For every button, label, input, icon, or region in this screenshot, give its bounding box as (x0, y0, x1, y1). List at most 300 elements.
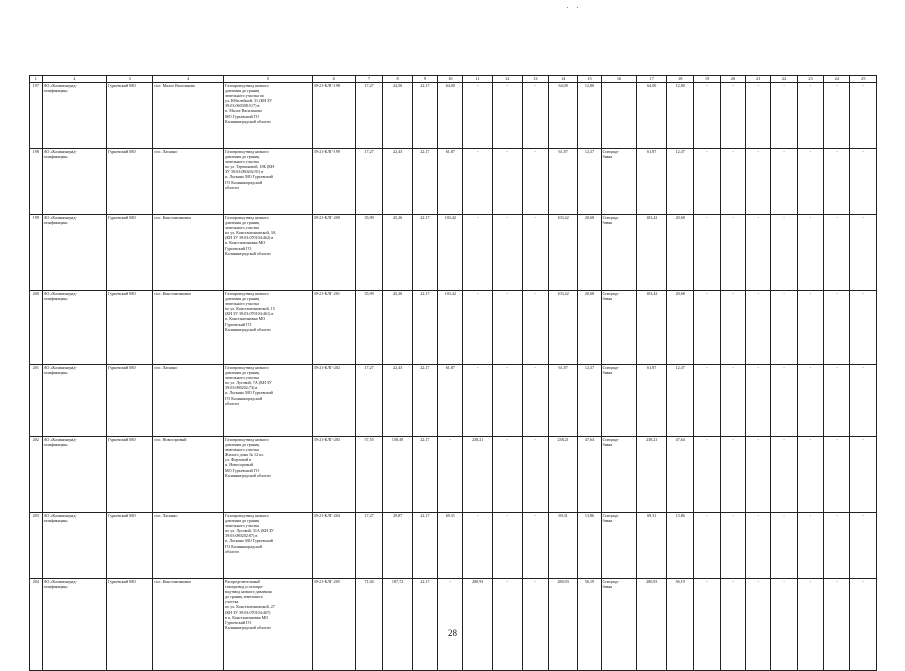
table-cell: 64,00 (438, 83, 463, 149)
table-cell: - (694, 365, 720, 437)
table-cell (601, 215, 637, 291)
cell-line: земельного участка (225, 375, 259, 381)
table-cell: 103,42 (548, 291, 578, 365)
table-cell: 12,37 (667, 365, 694, 437)
cell-line: по ул. Константиновской, 27 (225, 604, 275, 610)
cell-line: бавка (602, 296, 613, 302)
cell-line: бавка (602, 154, 613, 160)
table-cell: - (463, 291, 493, 365)
table-cell: - (824, 579, 850, 671)
table-cell (42, 437, 106, 513)
cell-line: бавка (602, 442, 613, 448)
cell-line: п. Константиновка МО (225, 240, 266, 246)
cell-line: п. Ласкино МО Гурьевский (225, 390, 273, 396)
table-cell: - (797, 291, 823, 365)
cell-line: Газопровод-ввод низкого (225, 83, 269, 88)
cell-line: давления до границ (225, 220, 260, 226)
column-number-cell: 8 (383, 76, 413, 83)
table-cell: - (746, 365, 771, 437)
cell-line: земельного участка (225, 447, 259, 453)
table-cell: Гурьевский МО (106, 215, 152, 291)
table-cell: - (492, 83, 522, 149)
table-cell: - (771, 215, 797, 291)
column-number-cell: 6 (312, 76, 355, 83)
table-cell: 22,17 (412, 437, 437, 513)
cell-line: АО «Калининград- (43, 215, 77, 220)
table-cell: 238,21 (548, 437, 578, 513)
table-cell: 39-21-КЛГ-203 (312, 437, 355, 513)
cell-line: газификация» (43, 370, 68, 376)
table-cell: 39-21-КЛГ-201 (312, 291, 355, 365)
table-cell: - (694, 149, 720, 215)
column-number-cell: 13 (522, 76, 548, 83)
cell-line: Газопровод-ввод низкого (225, 437, 269, 442)
table-cell: 187,72 (383, 579, 413, 671)
table-cell: 280,93 (548, 579, 578, 671)
table-cell: - (746, 149, 771, 215)
cell-line: Специад- (602, 579, 619, 584)
table-cell (224, 291, 313, 365)
cell-line: Специад- (602, 215, 619, 220)
table-cell: - (694, 291, 720, 365)
table-cell (601, 83, 637, 149)
table-cell: - (694, 83, 720, 149)
cell-line: Калининградской области (225, 624, 271, 630)
table-cell: - (492, 513, 522, 579)
table-cell: 17,27 (355, 83, 382, 149)
cell-line: области (225, 400, 239, 406)
table-cell: - (824, 437, 850, 513)
table-cell (42, 215, 106, 291)
table-cell (224, 149, 313, 215)
table-row (30, 437, 877, 513)
cell-line: Жилого дома № 12 по (225, 452, 264, 458)
table-cell: пос. Константиновка (153, 291, 224, 365)
cell-line: области (225, 548, 239, 554)
table-cell: 39-21-КЛГ-205 (312, 579, 355, 671)
table-cell: - (824, 365, 850, 437)
table-cell: 29,87 (383, 513, 413, 579)
table-cell: 69,31 (548, 513, 578, 579)
table-cell (601, 513, 637, 579)
table-cell: 12,37 (578, 149, 601, 215)
table-cell: 103,42 (438, 215, 463, 291)
cell-line: (КН ЗУ 39:03:070104:461) в (225, 311, 274, 317)
table-cell: - (492, 437, 522, 513)
table-cell: 12,80 (578, 83, 601, 149)
table-cell: - (850, 437, 877, 513)
table-cell: - (746, 513, 771, 579)
cell-line: вод-ввод низкого давления (225, 589, 272, 595)
table-cell: - (463, 149, 493, 215)
table-cell: - (492, 365, 522, 437)
table-cell: 61,87 (637, 365, 667, 437)
cell-line: газификация» (43, 88, 68, 94)
table-cell: - (438, 437, 463, 513)
cell-line: Гурьевский ГО (225, 245, 252, 251)
cell-line: АО «Калининград- (43, 291, 77, 296)
cell-line: Газопровод-ввод низкого (225, 215, 269, 220)
table-cell: - (522, 365, 548, 437)
table-cell: 39-21-КЛГ-204 (312, 513, 355, 579)
column-number-cell: 1 (30, 76, 43, 83)
table-cell: Гурьевский МО (106, 579, 152, 671)
cell-line: Газопровод-ввод низкого (225, 291, 269, 296)
cell-line: ЗУ 39:03:080202:91) в (225, 169, 264, 175)
table-cell (601, 291, 637, 365)
table-cell: - (720, 579, 745, 671)
cell-line: АО «Калининград- (43, 579, 77, 584)
table-cell: 203 (30, 513, 43, 579)
cell-line: земельного участка (225, 523, 259, 529)
column-number-cell: 17 (637, 76, 667, 83)
table-cell: 39-21-КЛГ-200 (312, 215, 355, 291)
table-cell: 22,17 (412, 83, 437, 149)
column-number-cell: 19 (694, 76, 720, 83)
table-cell (224, 365, 313, 437)
table-cell: - (797, 83, 823, 149)
table-cell: - (492, 291, 522, 365)
cell-line: газификация» (43, 154, 68, 160)
table-cell (601, 579, 637, 671)
table-cell: 17,27 (355, 513, 382, 579)
table-cell: 47,64 (667, 437, 694, 513)
cell-line: газификация» (43, 220, 68, 226)
table-cell: - (522, 291, 548, 365)
table-cell: - (850, 149, 877, 215)
cell-line: АО «Калининград- (43, 437, 77, 442)
table-cell (601, 437, 637, 513)
table-cell: - (797, 579, 823, 671)
table-cell: - (771, 579, 797, 671)
table-cell (42, 513, 106, 579)
column-number-cell: 14 (548, 76, 578, 83)
cell-line: п. Ласкино МО Гурьевский (225, 538, 273, 544)
column-number-cell: 21 (746, 76, 771, 83)
table-cell: пос. Новосоровый (153, 437, 224, 513)
table-cell: - (850, 83, 877, 149)
table-cell: 57,55 (355, 437, 382, 513)
table-cell: - (492, 149, 522, 215)
table-cell: 64,00 (637, 83, 667, 149)
table-cell: пос. Ласкино (153, 149, 224, 215)
column-number-cell: 23 (797, 76, 823, 83)
column-number-cell: 4 (153, 76, 224, 83)
table-cell: - (824, 215, 850, 291)
cell-line: земельного участка (225, 301, 259, 307)
cell-line: ГО Калининградской (225, 179, 263, 185)
table-cell: 201 (30, 365, 43, 437)
table-cell: - (771, 437, 797, 513)
table-cell: 202 (30, 437, 43, 513)
cell-line: давления до границ (225, 370, 260, 376)
table-cell: 47,64 (578, 437, 601, 513)
cell-line: Специад- (602, 149, 619, 154)
table-cell: пос. Константиновка (153, 215, 224, 291)
cell-line: Калининградской области (225, 250, 271, 256)
table-cell (42, 579, 106, 671)
table-cell: 238,21 (637, 437, 667, 513)
table-cell: пос. Малое Васильково (153, 83, 224, 149)
table-cell: - (522, 83, 548, 149)
table-cell: 198 (30, 149, 43, 215)
table-cell: - (492, 579, 522, 671)
table-cell: - (720, 215, 745, 291)
table-cell: 199 (30, 215, 43, 291)
cell-line: земельного участка по (225, 93, 265, 99)
cell-line: 39:03:060308:517) в (225, 103, 260, 109)
cell-line: земельного участка (225, 159, 259, 165)
column-number-cell: 9 (412, 76, 437, 83)
table-cell: 45,26 (383, 215, 413, 291)
table-cell: - (771, 83, 797, 149)
table-cell: - (694, 579, 720, 671)
table-cell: Гурьевский МО (106, 365, 152, 437)
table-cell: - (850, 215, 877, 291)
table-cell: 20,68 (667, 291, 694, 365)
cell-line: Газопровод-ввод низкого (225, 365, 269, 370)
column-number-cell: 16 (601, 76, 637, 83)
table-cell: 69,31 (438, 513, 463, 579)
table-cell: 20,68 (667, 215, 694, 291)
table-cell: 22,17 (412, 291, 437, 365)
table-cell: 280,93 (637, 579, 667, 671)
cell-line: Специад- (602, 437, 619, 442)
table-cell: - (694, 215, 720, 291)
cell-line: в п. Константиновка МО (225, 614, 269, 620)
table-cell: - (720, 513, 745, 579)
table-cell: 39-21-КЛГ-198 (312, 83, 355, 149)
table-cell: - (720, 291, 745, 365)
cell-line: (КН ЗУ 39:03:070104:467) (225, 609, 271, 615)
table-cell: 13,86 (667, 513, 694, 579)
column-number-cell: 10 (438, 76, 463, 83)
cell-line: Газопровод-ввод низкого (225, 149, 269, 154)
table-cell: 35,99 (355, 291, 382, 365)
table-cell: Гурьевский МО (106, 513, 152, 579)
table-cell: Гурьевский МО (106, 149, 152, 215)
table-cell: 103,42 (548, 215, 578, 291)
table-cell: 56,19 (667, 579, 694, 671)
cell-line: Гурьевский ГО (225, 321, 252, 327)
table-cell (224, 215, 313, 291)
cell-line: давления до границ (225, 518, 260, 524)
table-cell: - (522, 149, 548, 215)
table-cell: - (522, 437, 548, 513)
cell-line: МО Гурьевский ГО (225, 467, 259, 473)
cell-line: п. Новосоровый (225, 462, 254, 468)
table-cell: 103,42 (438, 291, 463, 365)
cell-line: газификация» (43, 296, 68, 302)
table-cell: 71,04 (355, 579, 382, 671)
table-cell: - (463, 365, 493, 437)
column-number-cell: 22 (771, 76, 797, 83)
cell-line: бавка (602, 220, 613, 226)
table-row (30, 291, 877, 365)
table-cell: 56,19 (578, 579, 601, 671)
cell-line: участка (225, 599, 239, 605)
cell-line: АО «Калининград- (43, 365, 77, 370)
table-cell: 103,42 (637, 291, 667, 365)
table-cell: - (522, 579, 548, 671)
table-cell (224, 579, 313, 671)
table-cell: 12,37 (578, 365, 601, 437)
table-cell: - (463, 215, 493, 291)
table-cell: - (522, 513, 548, 579)
table-cell: Гурьевский МО (106, 291, 152, 365)
table-cell: 22,17 (412, 365, 437, 437)
table-cell: - (463, 513, 493, 579)
table-cell: - (463, 83, 493, 149)
table-cell: - (746, 215, 771, 291)
column-number-cell: 2 (42, 76, 106, 83)
table-cell: 35,99 (355, 215, 382, 291)
table-cell (42, 149, 106, 215)
table-cell: 39-21-КЛГ-199 (312, 149, 355, 215)
table-cell (601, 365, 637, 437)
table-cell: 12,80 (667, 83, 694, 149)
table-cell: 61,87 (438, 365, 463, 437)
page-number: 28 (448, 628, 457, 638)
cell-line: АО «Калининград- (43, 149, 77, 154)
cell-line: МО Гурьевский ГО (225, 113, 259, 119)
table-cell: 17,27 (355, 365, 382, 437)
table-cell: - (850, 579, 877, 671)
table-cell: 61,87 (438, 149, 463, 215)
table-row (30, 365, 877, 437)
table-cell: 13,86 (578, 513, 601, 579)
cell-line: 39:03:080202:73) в (225, 385, 258, 391)
table-cell: - (720, 437, 745, 513)
table-cell: 17,27 (355, 149, 382, 215)
cell-line: бавка (602, 584, 613, 590)
column-number-cell: 18 (667, 76, 694, 83)
cell-line: ГО Калининградской (225, 395, 263, 401)
table-cell (224, 513, 313, 579)
table-row (30, 149, 877, 215)
table-cell (42, 291, 106, 365)
table-cell: - (694, 437, 720, 513)
cell-line: ул. Фортовой в (225, 457, 252, 463)
cell-line: по ул. Луговой, 31А (КН ЗУ (225, 528, 274, 534)
table-cell: 22,17 (412, 215, 437, 291)
cell-line: Гурьевский ГО (225, 619, 252, 625)
table-cell: 61,87 (637, 149, 667, 215)
column-number-cell: 20 (720, 76, 745, 83)
table-cell: 12,37 (667, 149, 694, 215)
column-number-header (30, 76, 877, 83)
table-row (30, 83, 877, 149)
table-cell: 197 (30, 83, 43, 149)
table-cell: - (850, 513, 877, 579)
table-cell: - (797, 437, 823, 513)
cell-line: газификация» (43, 442, 68, 448)
cell-line: по ул. Константиновской, 3А (225, 230, 276, 236)
table-cell: пос. Константиновка (153, 579, 224, 671)
cell-line: 39:03:080202:87) в (225, 533, 258, 539)
table-cell: - (720, 365, 745, 437)
table-cell: 22,17 (412, 579, 437, 671)
table-cell: 22,43 (383, 149, 413, 215)
table-cell: пос. Ласкино (153, 365, 224, 437)
column-number-cell: 3 (106, 76, 152, 83)
table-cell: 69,31 (637, 513, 667, 579)
cell-line: АО «Калининград- (43, 513, 77, 518)
cell-line: газификация» (43, 584, 68, 590)
cell-line: Газопровод-ввод низкого (225, 513, 269, 518)
table-cell: - (746, 579, 771, 671)
cell-line: ГО Калининградской (225, 543, 263, 549)
cell-line: по ул. Константиновской, 15 (225, 306, 275, 312)
table-cell: - (720, 83, 745, 149)
table-cell: - (746, 437, 771, 513)
table-cell: 20,68 (578, 291, 601, 365)
scan-speck (577, 7, 578, 8)
table-cell: 61,87 (548, 365, 578, 437)
scan-speck (567, 7, 568, 8)
cell-line: бавка (602, 518, 613, 524)
cell-line: земельного участка (225, 225, 259, 231)
cell-line: Калининградской области (225, 326, 271, 332)
table-cell: - (492, 215, 522, 291)
table-cell: - (771, 365, 797, 437)
table-cell: 280,93 (463, 579, 493, 671)
cell-line: п. Константиновка МО (225, 316, 266, 322)
table-cell: 22,17 (412, 149, 437, 215)
cell-line: по ул. Терешковой, 18Б (КН (225, 164, 274, 170)
table-cell: 158,49 (383, 437, 413, 513)
cell-line: давления до границ (225, 154, 260, 160)
column-number-cell: 24 (824, 76, 850, 83)
table-cell (42, 83, 106, 149)
table-cell: - (797, 215, 823, 291)
table-cell: 20,68 (578, 215, 601, 291)
cell-line: п. Малое Васильково (225, 108, 263, 114)
table-cell (224, 83, 313, 149)
table-cell: - (824, 513, 850, 579)
cell-line: по ул. Луговой, 7А (КН ЗУ (225, 380, 272, 386)
column-number-cell: 11 (463, 76, 493, 83)
table-cell: - (850, 365, 877, 437)
cell-line: Калининградской области (225, 472, 271, 478)
column-number-cell: 25 (850, 76, 877, 83)
table-cell: 64,00 (548, 83, 578, 149)
cell-line: Специад- (602, 291, 619, 296)
table-cell: - (771, 149, 797, 215)
tariff-table (29, 75, 877, 671)
cell-line: АО «Калининград- (43, 83, 77, 88)
table-cell: - (824, 149, 850, 215)
table-cell: - (438, 579, 463, 671)
cell-line: Распределительный (225, 579, 260, 584)
column-number-cell: 15 (578, 76, 601, 83)
column-number-cell: 5 (224, 76, 313, 83)
table-cell: - (824, 83, 850, 149)
table-cell: 45,26 (383, 291, 413, 365)
table-cell (601, 149, 637, 215)
table-cell: - (797, 149, 823, 215)
table-cell: пос. Ласкино (153, 513, 224, 579)
table-cell: 24,56 (383, 83, 413, 149)
column-number-cell: 7 (355, 76, 382, 83)
table-row (30, 513, 877, 579)
table-row (30, 579, 877, 671)
cell-line: газопровод и газопро- (225, 584, 264, 590)
table-cell: - (797, 513, 823, 579)
cell-line: давления до границ (225, 88, 260, 94)
table-cell: 61,87 (548, 149, 578, 215)
cell-line: Специад- (602, 365, 619, 370)
